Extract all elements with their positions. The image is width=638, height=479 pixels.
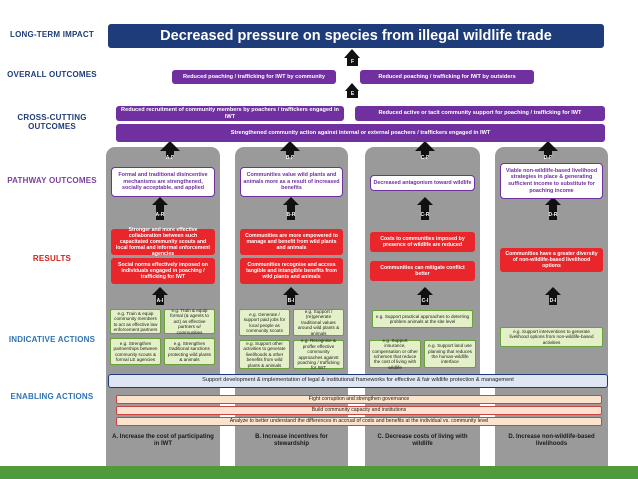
pathway-outcome-d: Viable non-wildlife-based livelihood strategies in place & generating sufficient income to substitute for poaching income bbox=[500, 163, 603, 199]
column-a-footer: A. Increase the cost of participating in IWT bbox=[112, 434, 214, 447]
row-label-overall: OVERALL OUTCOMES bbox=[7, 70, 97, 79]
action-d-1: e.g. Support interventions to generate livelihood options from non-wildlife-based activities bbox=[500, 327, 603, 347]
action-c-3: e.g. Support land use planning that reduces the human-wildlife interface bbox=[424, 340, 476, 368]
pathway-outcome-a: Formal and traditional disincentive mechanisms are strengthened, socially acceptable, and applied bbox=[111, 167, 215, 197]
tag-c-r: C-R bbox=[420, 212, 430, 218]
tag-b-r: B-R bbox=[286, 212, 296, 218]
action-c-1: e.g. Support practical approaches to deterring problem animals at the site level bbox=[372, 310, 473, 328]
action-a-4: e.g. Strengthen traditional sanctions protecting wild plants & animals bbox=[164, 338, 215, 365]
tag-b-i: B-I bbox=[287, 298, 295, 304]
cross-outcome-support: Reduced active or tacit community support for poaching / trafficking for IWT bbox=[355, 106, 605, 121]
tag-b-p: B-P bbox=[285, 155, 295, 161]
row-label-results: RESULTS bbox=[32, 254, 72, 263]
action-a-1: e.g. Train & equip community members to act as effective law enforcement partners bbox=[110, 309, 161, 334]
row-label-cross: CROSS-CUTTING OUTCOMES bbox=[17, 113, 87, 131]
tag-a-i: A-I bbox=[156, 298, 164, 304]
row-label-enabling: ENABLING ACTIONS bbox=[10, 392, 94, 401]
enabling-legal-framework: Support development & implementation of legal & institutional frameworks for effective & fair wildlife protection & management bbox=[108, 374, 608, 388]
enabling-bar-capacity: Build community capacity and institutions bbox=[116, 406, 602, 415]
action-b-3: e.g. Support other activities to generate livelihoods & other benefits from wild plants & animals bbox=[239, 340, 290, 369]
result-b-2: Communities recognise and access tangible and intangible benefits from wild plants and animals bbox=[240, 258, 343, 284]
enabling-bar-governance: Fight corruption and strengthen governance bbox=[116, 395, 602, 404]
result-b-1: Communities are more empowered to manage and benefit from wild plants and animals bbox=[240, 229, 343, 255]
result-d-1: Communities have a greater diversity of non-wildlife-based livelihood options bbox=[500, 248, 603, 272]
pathway-outcome-c: Decreased antagonism toward wildlife bbox=[370, 175, 475, 191]
action-c-2: e.g. Support insurance, compensation or other schemes that reduce the cost of living with wildlife bbox=[369, 340, 421, 368]
cross-outcome-recruitment: Reduced recruitment of community members by poachers / traffickers engaged in IWT bbox=[116, 106, 344, 121]
tag-f: F bbox=[347, 58, 358, 66]
column-b-footer: B. Increase incentives for stewardship bbox=[255, 434, 328, 447]
tag-c-i: C-I bbox=[421, 298, 429, 304]
overall-outcome-outsiders: Reduced poaching / trafficking for IWT by outsiders bbox=[360, 70, 534, 84]
tag-d-r: D-R bbox=[548, 212, 558, 218]
tag-d-p: D-P bbox=[543, 155, 553, 161]
footer-green-bar bbox=[0, 466, 638, 479]
result-a-1: Stronger and more effective collaboration between such capacitated community scouts and local formal and informal enforcement agencies bbox=[111, 229, 215, 255]
column-d-footer: D. Increase non-wildlife-based livelihoods bbox=[508, 434, 595, 447]
action-a-3: e.g. Strengthen partnerships between community scouts & formal LE agencies bbox=[110, 338, 161, 365]
result-c-1: Costs to communities imposed by presence of wildlife are reduced bbox=[370, 232, 475, 252]
result-a-2: Social norms effectively imposed on individuals engaged in poaching / trafficking for IWT bbox=[111, 258, 215, 284]
cross-outcome-community-action: Strengthened community action against internal or external poachers / traffickers engaged in IWT bbox=[116, 124, 605, 142]
action-b-4: e.g. Recognise & proffer effective community approaches against poaching / trafficking for IWT bbox=[293, 340, 344, 369]
column-c-footer: C. Decrease costs of living with wildlife bbox=[377, 434, 468, 447]
enabling-bar-analyze: Analyze to better understand the differences in accrual of costs and benefits at the individual vs. community level bbox=[116, 417, 602, 426]
action-b-2: e.g. Support / (re)generate traditional values around wild plants & animals bbox=[293, 309, 344, 336]
tag-a-p: A-P bbox=[165, 155, 175, 161]
row-label-long-term: LONG-TERM IMPACT bbox=[10, 30, 94, 39]
tag-c-p: C-P bbox=[420, 155, 430, 161]
row-label-indicative: INDICATIVE ACTIONS bbox=[8, 335, 96, 344]
tag-a-r: A-R bbox=[155, 212, 165, 218]
pathway-outcome-b: Communities value wild plants and animals more as a result of increased benefits bbox=[240, 167, 343, 197]
action-a-2: e.g. Train & equip formal (& agents to act) as effective partners w/ communities bbox=[164, 309, 215, 334]
action-b-1: e.g. Generate / support paid jobs for local people as community scouts bbox=[239, 309, 290, 336]
row-label-pathway: PATHWAY OUTCOMES bbox=[7, 176, 97, 185]
tag-d-i: D-I bbox=[549, 298, 557, 304]
result-c-2: Communities can mitigate conflict better bbox=[370, 261, 475, 281]
overall-outcome-community: Reduced poaching / trafficking for IWT by community bbox=[172, 70, 336, 84]
long-term-impact-title: Decreased pressure on species from illegal wildlife trade bbox=[108, 24, 604, 48]
tag-e: E bbox=[347, 90, 358, 98]
